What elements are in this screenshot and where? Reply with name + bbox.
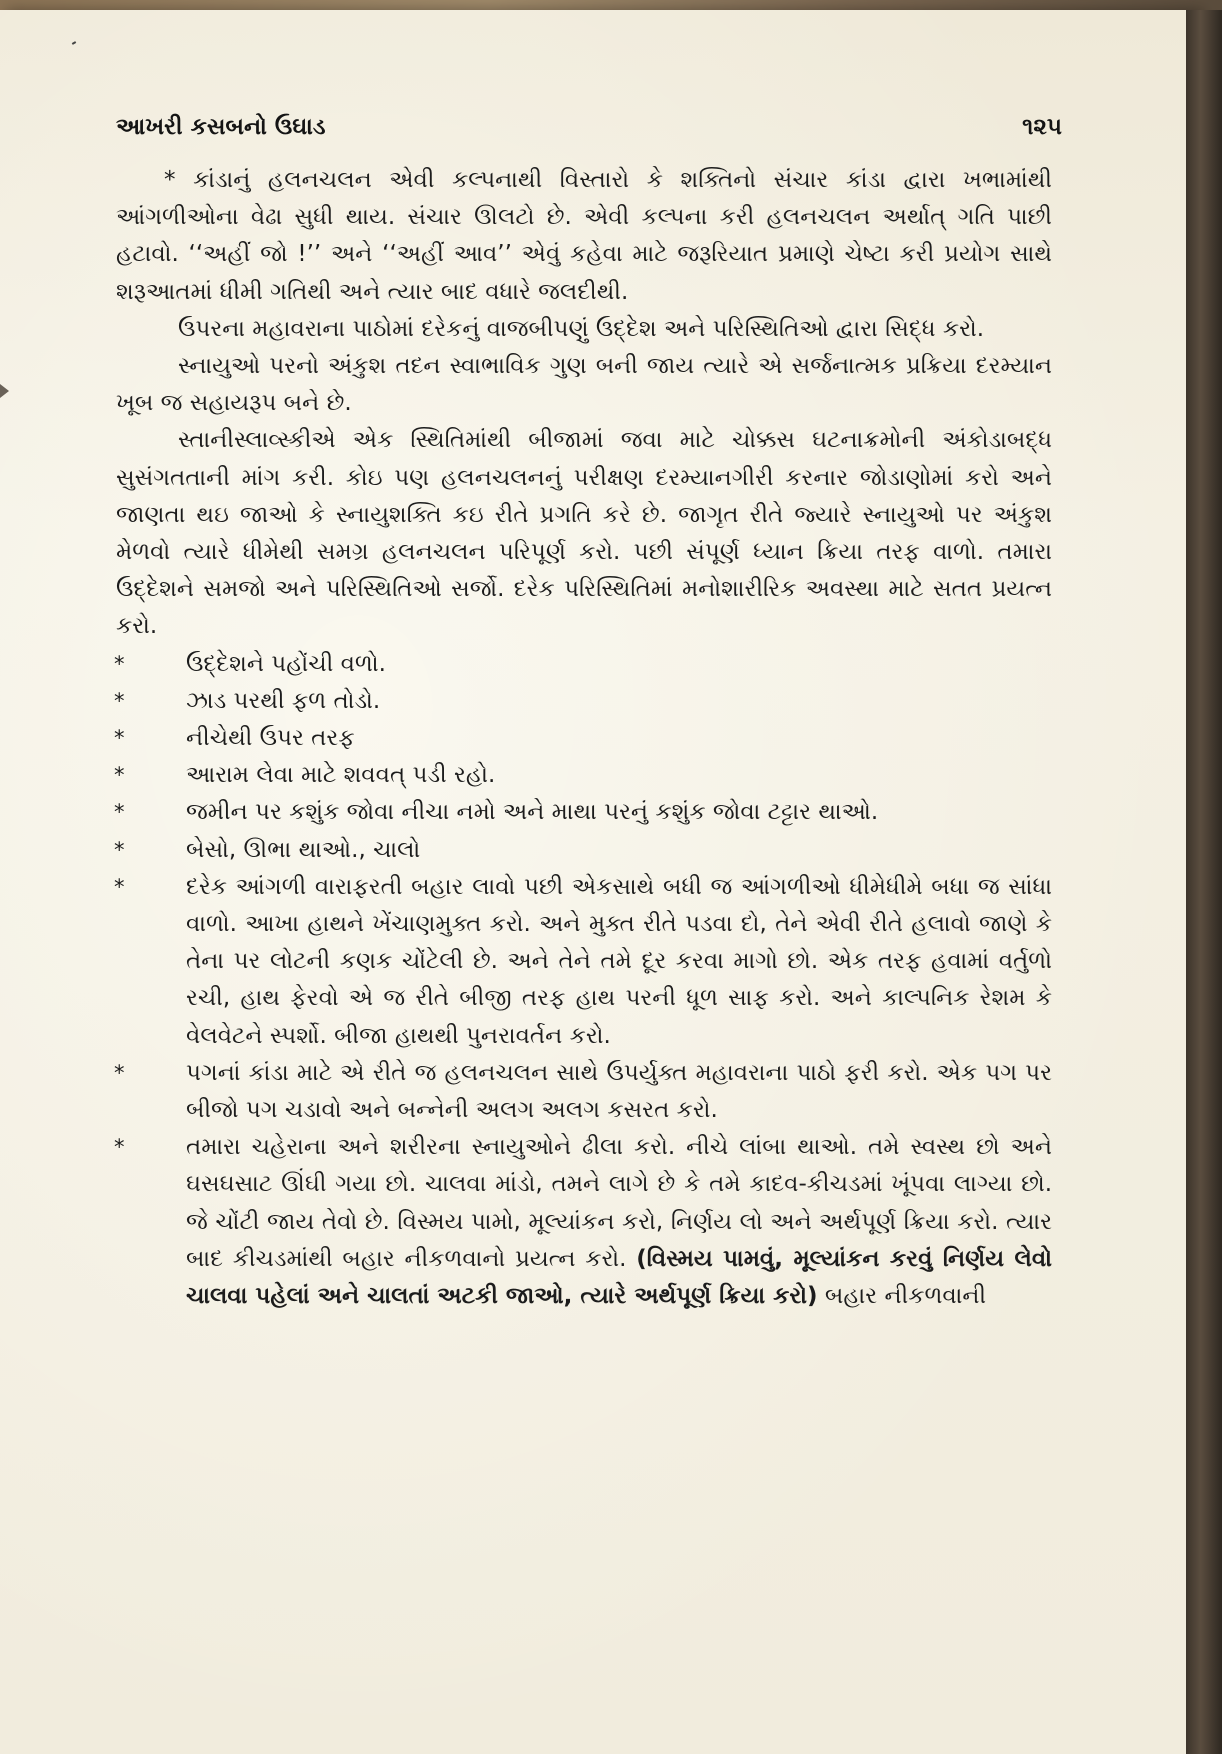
list-item [116,683,1052,720]
margin-arrow-mark [0,384,9,398]
list-item-tail: બહાર નીકળવાની [824,1283,987,1310]
list-item [116,794,1052,831]
list-item [116,832,1052,869]
list-item-text: ઉદ્દેશને પહોંચી વળો. [186,650,386,677]
bullet-marker: * [114,800,125,825]
bullet-marker: * [114,874,125,899]
bullet-marker: * [114,726,125,751]
bullet-marker: * [114,688,125,713]
page-number: ૧૨૫ [1022,114,1062,140]
list-item [116,1055,1052,1129]
list-item [116,757,1052,794]
list-item-text: તમારા ચહેરાના અને શરીરના સ્નાયુઓને ઢીલા કરો. નીચે લાંબા થાઓ. તમે સ્વસ્થ છો અને ઘસઘસાટ ઊંઘી ગયા છો. ચાલવા માંડો, તમને લાગે છે કે તમે કાદવ-કીચડમાં ખૂંપવા લાગ્યા છો. જે ચોંટી જાય તેવો છે. વિસ્મય પામો, મૂલ્યાંકન કરો, નિર્ણય લો અને અર્થપૂર્ણ ક્રિયા કરો. ત્યાર બાદ કીચડમાંથી બહાર નીકળવાનો પ્રયત્ન કરો. [186,1134,1052,1272]
bullet-marker: * [114,651,125,676]
list-item-text: નીચેથી ઉપર તરફ [186,725,355,752]
page-body [116,162,1052,1315]
list-item [116,646,1052,683]
list-item [116,869,1052,1055]
paragraph: સ્તાનીસ્લાવ્સ્કીએ એક સ્થિતિમાંથી બીજામાં જવા માટે ચોક્કસ ઘટનાક્રમોની અંકોડાબદ્ધ સુસંગતતાની માંગ કરી. કોઇ પણ હલનચલનનું પરીક્ષણ દરમ્યાનગીરી કરનાર જોડાણોમાં કરો અને જાણતા થઇ જાઓ કે સ્નાયુશક્તિ કઇ રીતે પ્રગતિ કરે છે. જાગૃત રીતે જ્યારે સ્નાયુઓ પર અંકુશ મેળવો ત્યારે ધીમેથી સમગ્ર હલનચલન પરિપૂર્ણ કરો. પછી સંપૂર્ણ ધ્યાન ક્રિયા તરફ વાળો. તમારા ઉદ્દેશને સમજો અને પરિસ્થિતિઓ સર્જો. દરેક પરિસ્થિતિમાં મનોશારીરિક અવસ્થા માટે સતત પ્રયત્ન કરો. [116,427,1052,640]
bullet-marker: * [114,1135,125,1160]
list-item [116,1129,1052,1315]
list-item-text: બેસો, ઊભા થાઓ., ચાલો [186,836,421,863]
running-title: આખરી કસબનો ઉઘાડ [116,114,326,140]
paragraph: સ્નાયુઓ પરનો અંકુશ તદન સ્વાભાવિક ગુણ બની જાય ત્યારે એ સર્જનાત્મક પ્રક્રિયા દરમ્યાન ખૂબ જ સહાયરૂપ બને છે. [116,353,1052,417]
bold-instruction: (વિસ્મય પામવું, મૂલ્યાંકન કરવું નિર્ણય લેવો ચાલવા પહેલાં અને ચાલતાં અટકી જાઓ, ત્યારે અર્થપૂર્ણ ક્રિયા કરો) [186,1245,1052,1310]
list-item-text: જમીન પર કશુંક જોવા નીચા નમો અને માથા પરનું કશુંક જોવા ટટ્ટાર થાઓ. [186,799,879,826]
running-header [116,114,1062,140]
bullet-marker: * [114,837,125,862]
paragraph: * કાંડાનું હલનચલન એવી કલ્પનાથી વિસ્તારો કે શક્તિનો સંચાર કાંડા દ્વારા ખભામાંથી આંગળીઓના વેઢા સુધી થાય. સંચાર ઊલટો છે. એવી કલ્પના કરી હલનચલન અર્થાત્ ગતિ પાછી હટાવો. ‘‘અહીં જો !’’ અને ‘‘અહીં આવ’’ એવું કહેવા માટે જરૂરિયાત પ્રમાણે ચેષ્ટા કરી પ્રયોગ સાથે શરૂઆતમાં ધીમી ગતિથી અને ત્યાર બાદ વધારે જલદીથી. [116,167,1052,305]
bullet-marker: * [114,1060,125,1085]
paragraph: ઉપરના મહાવરાના પાઠોમાં દરેકનું વાજબીપણું ઉદ્દેશ અને પરિસ્થિતિઓ દ્વારા સિદ્ધ કરો. [178,315,985,342]
list-item-text: ઝાડ પરથી ફળ તોડો. [186,687,381,714]
exercise-list [116,646,1052,1316]
list-item-text: પગનાં કાંડા માટે એ રીતે જ હલનચલન સાથે ઉપર્યુક્ત મહાવરાના પાઠો ફરી કરો. એક પગ પર બીજો પગ ચડાવો અને બન્નેની અલગ અલગ કસરત કરો. [186,1059,1052,1124]
bullet-marker: * [114,763,125,788]
list-item-text: આરામ લેવા માટે શવવત્ પડી રહો. [186,762,496,789]
list-item-text: દરેક આંગળી વારાફરતી બહાર લાવો પછી એકસાથે બધી જ આંગળીઓ ધીમેધીમે બધા જ સાંધા વાળો. આખા હાથને ખેંચાણમુક્ત કરો. અને મુક્ત રીતે પડવા દો, તેને એવી રીતે હલાવો જાણે કે તેના પર લોટની કણક ચોંટેલી છે. અને તેને તમે દૂર કરવા માગો છો. એક તરફ હવામાં વર્તુળો રચી, હાથ ફેરવો એ જ રીતે બીજી તરફ હાથ પરની ધૂળ સાફ કરો. અને કાલ્પનિક રેશમ કે વેલવેટને સ્પર્શો. બીજા હાથથી પુનરાવર્તન કરો. [186,873,1052,1049]
page-gutter-shadow [1186,10,1222,1754]
list-item [116,720,1052,757]
